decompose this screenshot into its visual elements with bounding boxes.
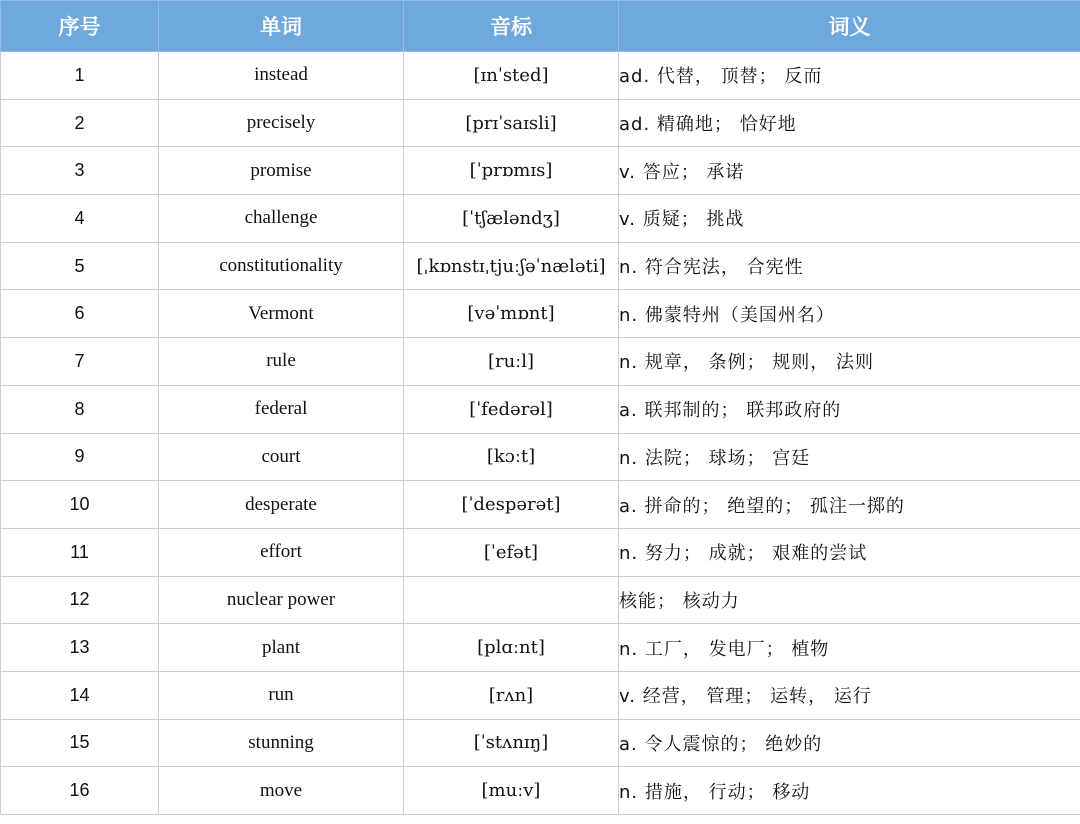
cell-meaning: 核能； 核动力 [619,576,1080,624]
cell-word: Vermont [159,290,404,338]
cell-phonetic: [kɔːt] [404,433,619,481]
cell-number: 1 [1,52,159,100]
table-row [1,576,1080,624]
cell-word: constitutionality [159,242,404,290]
cell-meaning: n. 努力； 成就； 艰难的尝试 [619,528,1080,576]
cell-meaning: n. 措施， 行动； 移动 [619,767,1080,815]
cell-word: challenge [159,195,404,243]
cell-phonetic: [ruːl] [404,338,619,386]
cell-phonetic: [vəˈmɒnt] [404,290,619,338]
cell-phonetic: [ˈtʃæləndʒ] [404,195,619,243]
table-row [1,290,1080,338]
table-row [1,528,1080,576]
cell-word: rule [159,338,404,386]
cell-number: 7 [1,338,159,386]
table-row [1,671,1080,719]
cell-phonetic: [prɪˈsaɪsli] [404,99,619,147]
table-row [1,719,1080,767]
cell-number: 4 [1,195,159,243]
cell-meaning: n. 佛蒙特州（美国州名） [619,290,1080,338]
cell-word: court [159,433,404,481]
cell-number: 13 [1,624,159,672]
header-word: 单词 [159,1,404,52]
cell-meaning: n. 法院； 球场； 宫廷 [619,433,1080,481]
cell-word: stunning [159,719,404,767]
cell-number: 16 [1,767,159,815]
cell-word: precisely [159,99,404,147]
cell-word: federal [159,385,404,433]
cell-word: nuclear power [159,576,404,624]
header-row [1,1,1080,52]
cell-number: 14 [1,671,159,719]
cell-word: plant [159,624,404,672]
cell-number: 6 [1,290,159,338]
cell-meaning: v. 质疑； 挑战 [619,195,1080,243]
table-row [1,624,1080,672]
header-phonetic: 音标 [404,1,619,52]
cell-meaning: a. 令人震惊的； 绝妙的 [619,719,1080,767]
cell-word: promise [159,147,404,195]
cell-phonetic: [rʌn] [404,671,619,719]
cell-word: desperate [159,481,404,529]
cell-number: 9 [1,433,159,481]
cell-phonetic: [ˈdespərət] [404,481,619,529]
cell-number: 11 [1,528,159,576]
cell-meaning: v. 经营， 管理； 运转， 运行 [619,671,1080,719]
cell-number: 15 [1,719,159,767]
cell-word: effort [159,528,404,576]
table-row [1,52,1080,100]
cell-meaning: v. 答应； 承诺 [619,147,1080,195]
table-row [1,338,1080,386]
table-row [1,385,1080,433]
cell-phonetic: [ˈprɒmɪs] [404,147,619,195]
cell-word: move [159,767,404,815]
cell-number: 3 [1,147,159,195]
table-row [1,242,1080,290]
table-row [1,767,1080,815]
cell-meaning: n. 工厂， 发电厂； 植物 [619,624,1080,672]
cell-meaning: n. 符合宪法， 合宪性 [619,242,1080,290]
cell-number: 2 [1,99,159,147]
cell-word: instead [159,52,404,100]
cell-meaning: a. 联邦制的； 联邦政府的 [619,385,1080,433]
cell-phonetic [404,576,619,624]
table-row [1,99,1080,147]
cell-phonetic: [ˌkɒnstɪˌtjuːʃəˈnæləti] [404,242,619,290]
cell-phonetic: [muːv] [404,767,619,815]
table-row [1,481,1080,529]
table-row [1,147,1080,195]
cell-word: run [159,671,404,719]
cell-meaning: ad. 代替， 顶替； 反而 [619,52,1080,100]
table-header [1,1,1080,52]
cell-phonetic: [ˈefət] [404,528,619,576]
cell-number: 10 [1,481,159,529]
cell-phonetic: [plɑːnt] [404,624,619,672]
header-number: 序号 [1,1,159,52]
cell-meaning: n. 规章， 条例； 规则， 法则 [619,338,1080,386]
table-row [1,195,1080,243]
cell-meaning: ad. 精确地； 恰好地 [619,99,1080,147]
cell-phonetic: [ˈstʌnɪŋ] [404,719,619,767]
table-body [1,52,1080,815]
cell-number: 8 [1,385,159,433]
header-meaning: 词义 [619,1,1080,52]
cell-number: 5 [1,242,159,290]
table-row [1,433,1080,481]
cell-phonetic: [ɪnˈsted] [404,52,619,100]
cell-number: 12 [1,576,159,624]
cell-phonetic: [ˈfedərəl] [404,385,619,433]
cell-meaning: a. 拼命的； 绝望的； 孤注一掷的 [619,481,1080,529]
